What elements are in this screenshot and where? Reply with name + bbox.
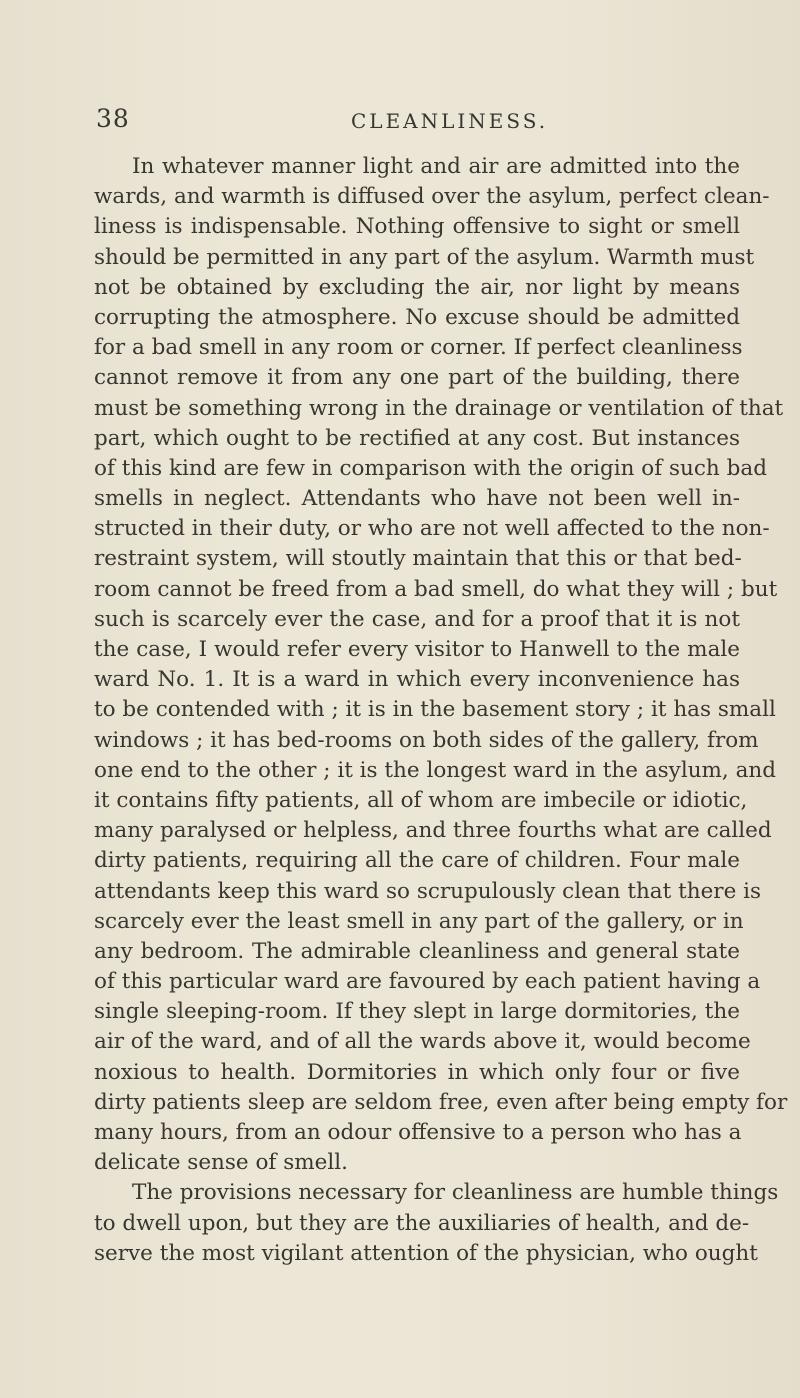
text-line: it contains fifty patients, all of whom are imbecile or idiotic,: [94, 787, 748, 813]
text-line: must be something wrong in the drainage or ventilation of that: [94, 395, 784, 421]
body-text: [94, 152, 788, 1269]
text-line: many paralysed or helpless, and three fourths what are called: [94, 818, 772, 844]
text-line: room cannot be freed from a bad smell, do what they will ; but: [94, 576, 778, 602]
text-line: to dwell upon, but they are the auxiliaries of health, and de-: [94, 1210, 750, 1236]
text-line: single sleeping-room. If they slept in large dormitories, the: [94, 999, 740, 1025]
text-line: corrupting the atmosphere. No excuse should be admitted: [94, 304, 740, 330]
text-line: smells in neglect. Attendants who have not been well in-: [94, 486, 740, 512]
text-line: many hours, from an odour offensive to a person who has a: [94, 1120, 742, 1145]
text-line: serve the most vigilant attention of the physician, who ought: [94, 1240, 758, 1266]
text-line: In whatever manner light and air are admitted into the: [132, 154, 740, 179]
text-line: any bedroom. The admirable cleanliness and general state: [94, 938, 740, 964]
text-line: such is scarcely ever the case, and for a proof that it is not: [94, 606, 740, 632]
text-line: attendants keep this ward so scrupulously clean that there is: [94, 878, 762, 904]
text-line: one end to the other ; it is the longest ward in the asylum, and: [94, 757, 777, 783]
text-line: not be obtained by excluding the air, nor light by means: [94, 274, 740, 300]
text-line: cannot remove it from any one part of the building, there: [94, 365, 740, 391]
paragraph-1: [94, 152, 788, 1178]
text-line: should be permitted in any part of the asylum. Warmth must: [94, 244, 755, 270]
text-line: wards, and warmth is diffused over the asylum, perfect clean-: [94, 184, 770, 210]
text-line: delicate sense of smell.: [94, 1150, 348, 1176]
running-head: CLEANLINESS.: [351, 109, 549, 133]
text-line: to be contended with ; it is in the basement story ; it has small: [94, 697, 776, 723]
text-line: for a bad smell in any room or corner. If perfect cleanliness: [94, 335, 743, 361]
page-number: 38: [96, 104, 130, 133]
text-line: of this kind are few in comparison with the origin of such bad: [94, 455, 767, 481]
text-line: part, which ought to be rectified at any cost. But instances: [94, 425, 740, 451]
text-line: dirty patients sleep are seldom free, even after being empty for: [94, 1089, 788, 1115]
text-line: the case, I would refer every visitor to Hanwell to the male: [94, 637, 740, 662]
text-line: structed in their duty, or who are not well affected to the non-: [94, 516, 770, 542]
paragraph-2: [94, 1178, 779, 1269]
text-line: The provisions necessary for cleanliness are humble things: [132, 1180, 779, 1206]
text-line: restraint system, will stoutly maintain that this or that bed-: [94, 546, 742, 572]
text-line: dirty patients, requiring all the care of children. Four male: [94, 848, 740, 874]
text-line: noxious to health. Dormitories in which only four or five: [94, 1059, 740, 1085]
page-header: [96, 104, 736, 138]
text-line: of this particular ward are favoured by each patient having a: [94, 969, 761, 995]
text-line: liness is indispensable. Nothing offensive to sight or smell: [94, 214, 740, 240]
text-line: ward No. 1. It is a ward in which every inconvenience has: [94, 667, 740, 693]
text-line: scarcely ever the least smell in any part of the gallery, or in: [94, 908, 744, 934]
text-line: air of the ward, and of all the wards above it, would become: [94, 1029, 751, 1055]
text-line: windows ; it has bed-rooms on both sides of the gallery, from: [94, 727, 759, 753]
